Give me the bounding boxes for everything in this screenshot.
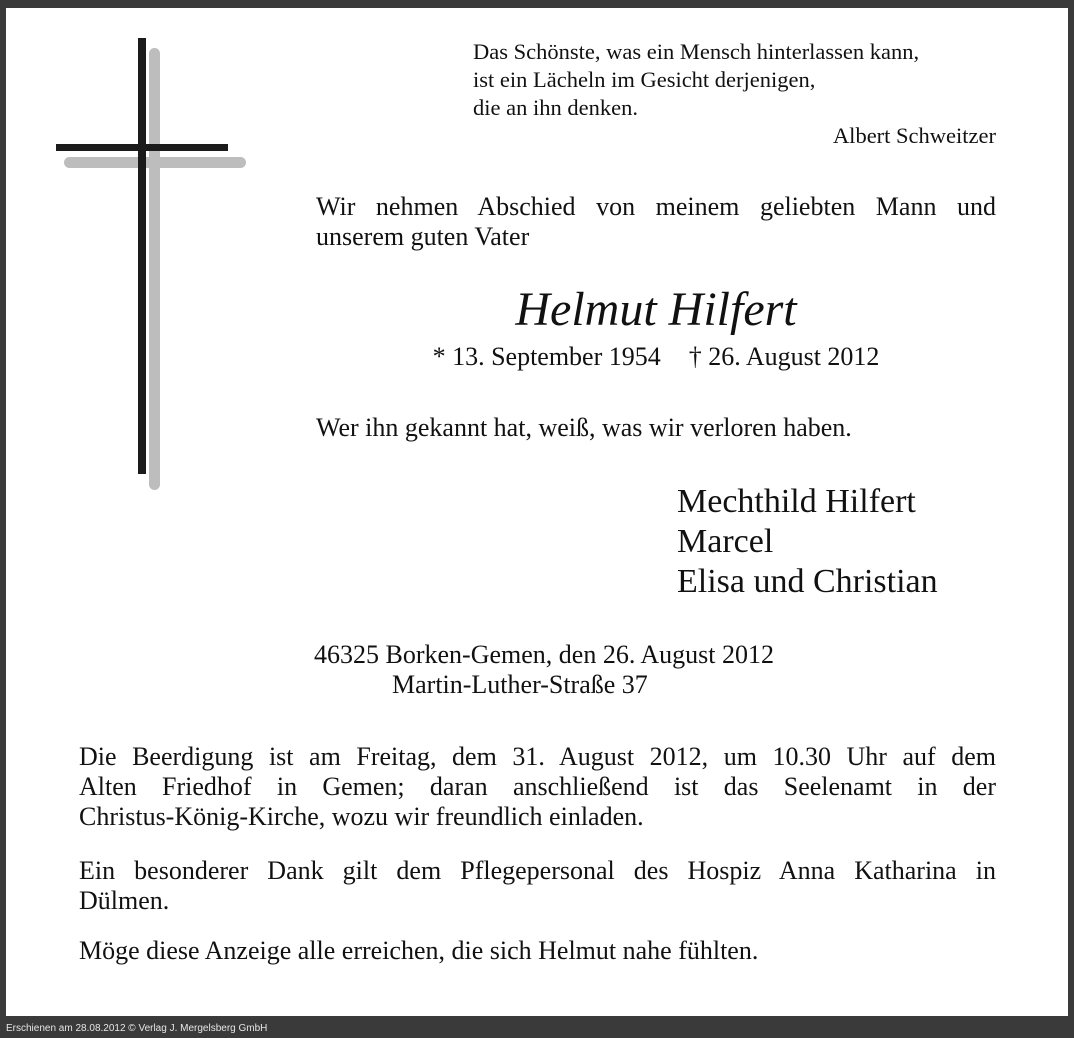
place-date: 46325 Borken-Gemen, den 26. August 2012 <box>314 640 775 669</box>
funeral-paragraph <box>79 742 996 832</box>
obituary-card <box>6 8 1068 1016</box>
farewell-line: unserem guten Vater <box>316 222 530 251</box>
address-block <box>314 640 774 700</box>
deceased-name: Helmut Hilfert <box>515 283 797 336</box>
footer-text: Erschienen am 28.08.2012 © Verlag J. Mergelsberg GmbH <box>6 1023 268 1034</box>
family-member: Elisa und Christian <box>677 563 938 600</box>
paragraph-line: Christus-König-Kirche, wozu wir freundlich einladen. <box>79 802 644 831</box>
family-member: Mechthild Hilfert <box>677 483 916 520</box>
farewell-text <box>316 192 996 252</box>
remembrance-text: Wer ihn gekannt hat, weiß, was wir verloren haben. <box>316 413 852 442</box>
quote-author: Albert Schweitzer <box>832 123 996 148</box>
quote-line: ist ein Lächeln im Gesicht derjenigen, <box>473 67 816 92</box>
family-names <box>677 482 938 602</box>
birth-date: * 13. September 1954 <box>432 342 661 371</box>
publication-footer <box>0 1019 1074 1038</box>
thanks-paragraph <box>79 856 996 916</box>
street-address: Martin-Luther-Straße 37 <box>392 670 648 699</box>
paragraph-line: Die Beerdigung ist am Freitag, dem 31. August 2012, um 10.30 Uhr auf dem <box>79 742 996 771</box>
life-dates <box>316 342 996 372</box>
death-date: † 26. August 2012 <box>688 342 880 371</box>
paragraph-line: Ein besonderer Dank gilt dem Pflegepersonal des Hospiz Anna Katharina in <box>79 856 996 885</box>
farewell-line: Wir nehmen Abschied von meinem geliebten Mann und <box>316 192 996 221</box>
quote-block <box>473 38 996 150</box>
quote-line: Das Schönste, was ein Mensch hinterlassen kann, <box>473 39 920 64</box>
paragraph-line: Dülmen. <box>79 886 170 915</box>
family-member: Marcel <box>677 523 774 560</box>
quote-line: die an ihn denken. <box>473 95 638 120</box>
paragraph-line: Alten Friedhof in Gemen; daran anschließend ist das Seelenamt in der <box>79 772 996 801</box>
closing-paragraph: Möge diese Anzeige alle erreichen, die sich Helmut nahe fühlten. <box>79 936 759 965</box>
